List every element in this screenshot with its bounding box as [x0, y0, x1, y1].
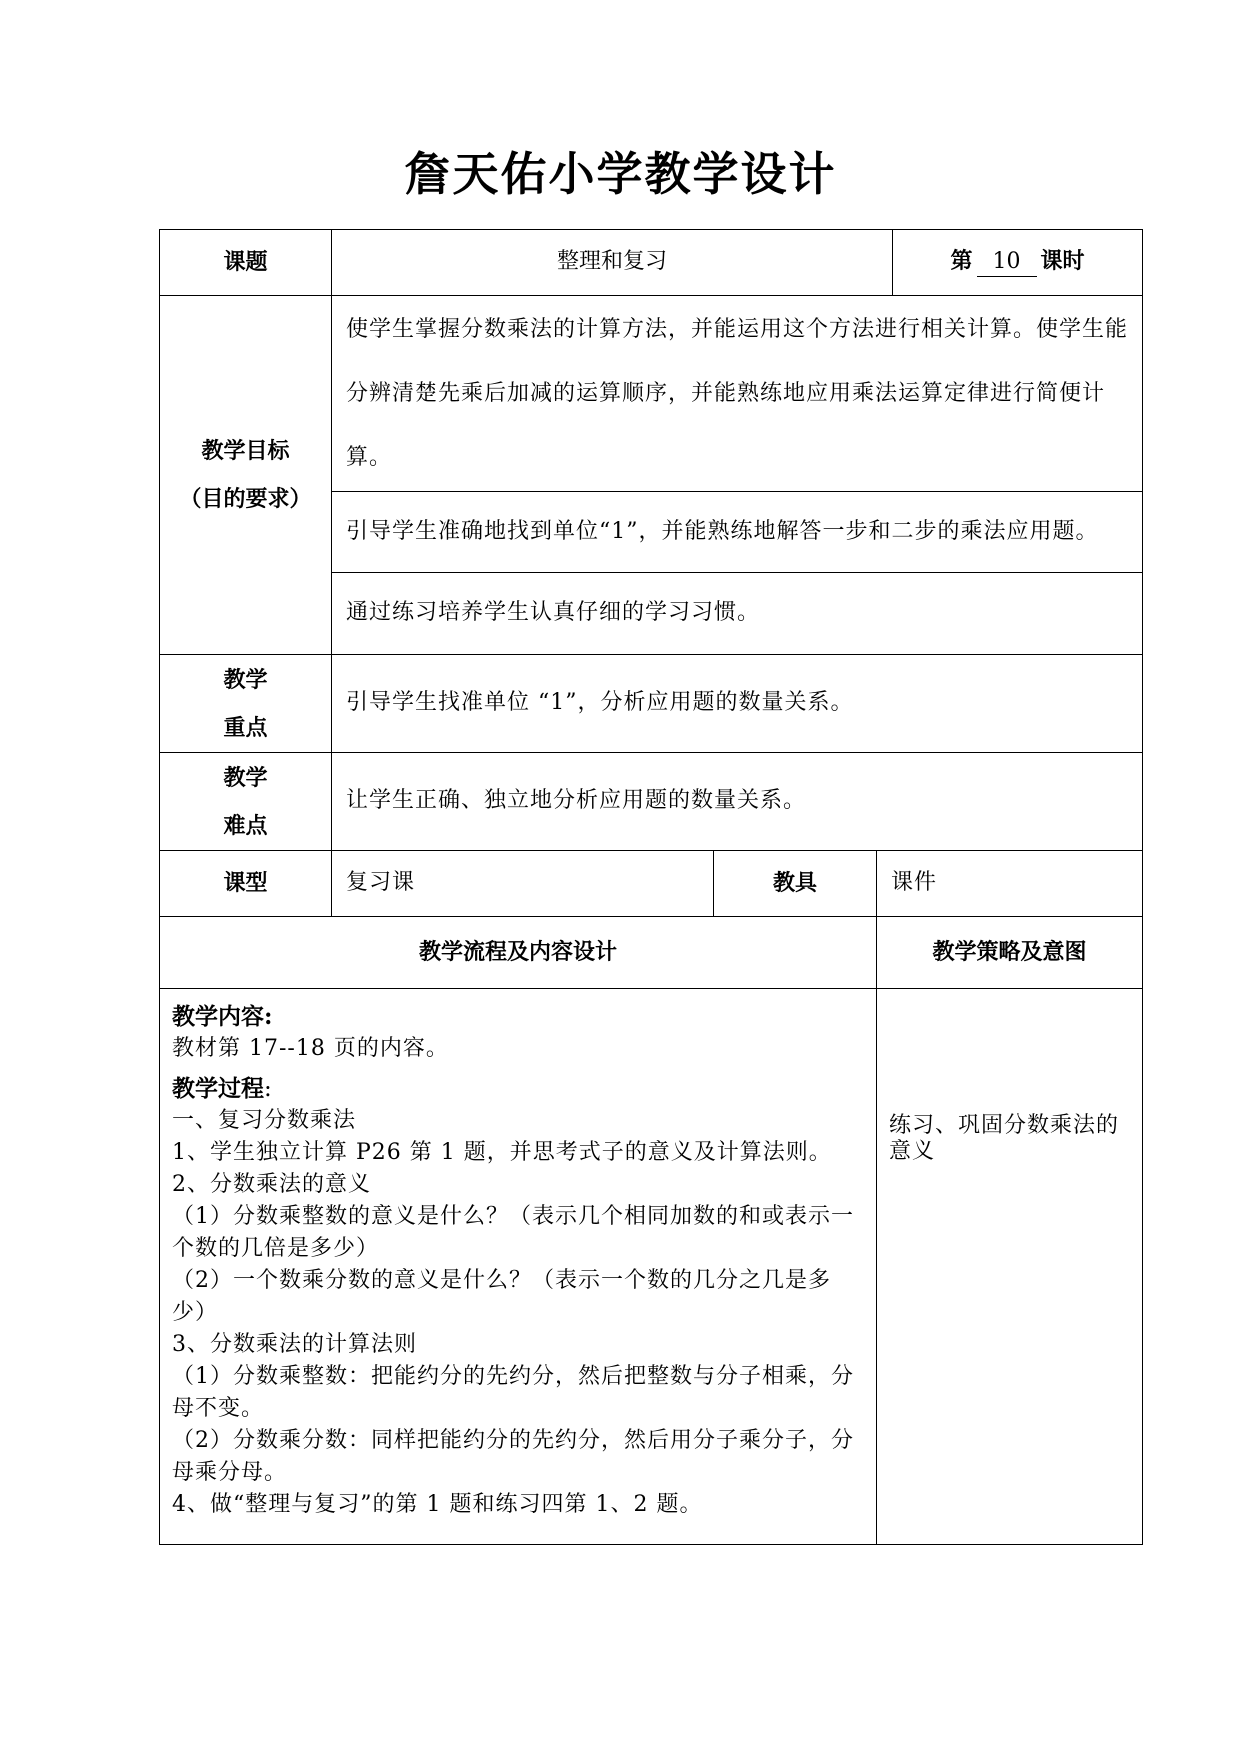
topic-value: 整理和复习	[332, 230, 893, 296]
objectives-label-line2: （目的要求）	[179, 486, 312, 512]
topic-label: 课题	[160, 230, 332, 296]
process-line: （1）分数乘整数：把能约分的先约分，然后把整数与分子相乘，分母不变。	[172, 1364, 854, 1421]
strategy-cell: 练习、巩固分数乘法的意义	[877, 989, 1143, 1545]
process-line: （2）分数乘分数：同样把能约分的先约分，然后用分子乘分子，分母乘分母。	[172, 1428, 854, 1485]
lesson-type-label: 课型	[160, 851, 332, 917]
difficulty-label-line2: 难点	[223, 812, 268, 839]
difficulty-row	[160, 753, 1143, 851]
objectives-label	[160, 296, 332, 655]
difficulty-label	[160, 753, 332, 851]
key-point-label-line2: 重点	[223, 714, 268, 741]
process-heading	[172, 1073, 864, 1105]
key-point-label	[160, 655, 332, 753]
tools-value: 课件	[877, 851, 1143, 917]
flow-content-row	[160, 989, 1143, 1545]
lesson-number-cell	[893, 230, 1143, 296]
objective-item-1: 使学生掌握分数乘法的计算方法，并能运用这个方法进行相关计算。使学生能分辨清楚先乘后加减的运算顺序，并能熟练地应用乘法运算定律进行简便计算。	[332, 296, 1143, 492]
lesson-number: 10	[977, 249, 1037, 276]
key-point-label-line1: 教学	[223, 666, 268, 693]
objective-row-1	[160, 296, 1143, 492]
process-line: 1、学生独立计算 P26 第 1 题，并思考式子的意义及计算法则。	[172, 1140, 832, 1165]
lesson-suffix: 课时	[1040, 248, 1085, 275]
flow-content-cell	[160, 989, 877, 1545]
lesson-plan-table	[159, 229, 1143, 1545]
content-text: 教材第 17--18 页的内容。	[172, 1036, 449, 1061]
process-line: 3、分数乘法的计算法则	[172, 1332, 417, 1357]
objectives-label-line1: 教学目标	[201, 438, 290, 464]
page-title: 詹天佑小学教学设计	[404, 147, 837, 201]
key-point-row	[160, 655, 1143, 753]
lesson-prefix: 第	[950, 248, 973, 275]
tools-label: 教具	[714, 851, 877, 917]
flow-header-row	[160, 917, 1143, 989]
difficulty-label-line1: 教学	[223, 764, 268, 791]
lesson-type-value: 复习课	[332, 851, 714, 917]
process-heading-text: 教学过程	[172, 1075, 264, 1102]
process-line: （2）一个数乘分数的意义是什么？（表示一个数的几分之几是多少）	[172, 1268, 831, 1325]
content-heading: 教学内容:	[172, 1003, 273, 1030]
flow-header-right: 教学策略及意图	[877, 917, 1143, 989]
lesson-type-row	[160, 851, 1143, 917]
objective-item-2: 引导学生准确地找到单位“1”，并能熟练地解答一步和二步的乘法应用题。	[332, 492, 1143, 573]
key-point-value: 引导学生找准单位 “1”，分析应用题的数量关系。	[332, 655, 1143, 753]
process-line: 2、分数乘法的意义	[172, 1172, 371, 1197]
flow-header-left: 教学流程及内容设计	[160, 917, 877, 989]
process-line: 一、复习分数乘法	[172, 1108, 357, 1133]
topic-row	[160, 230, 1143, 296]
objective-item-3: 通过练习培养学生认真仔细的学习习惯。	[332, 573, 1143, 655]
difficulty-value: 让学生正确、独立地分析应用题的数量关系。	[332, 753, 1143, 851]
process-line: （1）分数乘整数的意义是什么？（表示几个相同加数的和或表示一个数的几倍是多少）	[172, 1204, 854, 1261]
process-heading-colon: :	[264, 1076, 272, 1102]
process-line: 4、做“整理与复习”的第 1 题和练习四第 1、2 题。	[172, 1492, 703, 1517]
